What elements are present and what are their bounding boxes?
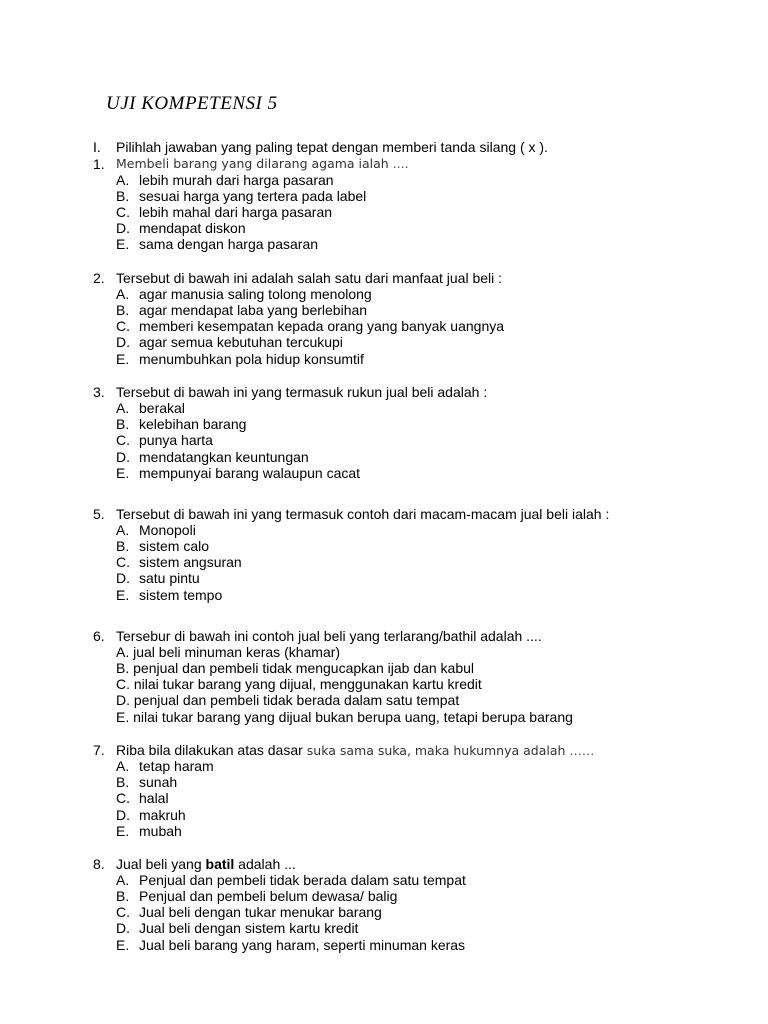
option-text: makruh	[139, 807, 186, 823]
option-label: D.	[116, 807, 130, 823]
option-text: sesuai harga yang tertera pada label	[139, 188, 367, 204]
option-text: Penjual dan pembeli tidak berada dalam satu tempat	[139, 872, 466, 888]
question-text-before: Jual beli yang	[116, 856, 206, 872]
option-label: E.	[116, 465, 130, 481]
option-text: sama dengan harga pasaran	[139, 236, 319, 252]
question-text	[116, 856, 296, 872]
option-text: punya harta	[139, 432, 213, 448]
question-number: 6.	[93, 628, 105, 644]
option-text: menumbuhkan pola hidup konsumtif	[139, 351, 364, 367]
page-title: UJI KOMPETENSI 5	[106, 93, 278, 114]
option-text: mendatangkan keuntungan	[139, 449, 309, 465]
option-text: agar mendapat laba yang berlebihan	[139, 302, 368, 318]
option-label: E.	[116, 587, 130, 603]
option-text: Monopoli	[139, 522, 196, 538]
option-text: mubah	[139, 823, 182, 839]
option-text: agar manusia saling tolong menolong	[139, 286, 372, 302]
option-label: B.	[116, 188, 130, 204]
option-label: C.	[116, 318, 130, 334]
question-number: 8.	[93, 856, 105, 872]
option-label: D.	[116, 220, 130, 236]
option-text: A. jual beli minuman keras (khamar)	[116, 644, 341, 660]
option-text: lebih mahal dari harga pasaran	[139, 204, 333, 220]
question-text-dots: ……	[565, 743, 595, 758]
option-label: C.	[116, 432, 130, 448]
option-text: D. penjual dan pembeli tidak berada dalam satu tempat	[116, 692, 460, 708]
option-label: B.	[116, 888, 130, 904]
option-label: E.	[116, 236, 130, 252]
option-label: A.	[116, 172, 130, 188]
option-text: Jual beli dengan tukar menukar barang	[139, 904, 382, 920]
question-text-bold: batil	[205, 856, 235, 872]
option-label: C.	[116, 554, 130, 570]
option-label: B.	[116, 416, 130, 432]
option-text: halal	[139, 790, 169, 806]
question-number: 5.	[93, 506, 105, 522]
option-text: sistem calo	[139, 538, 210, 554]
question-text-main: Membeli barang yang dilarang agama ialah	[116, 156, 389, 171]
option-label: D.	[116, 570, 130, 586]
option-text: C. nilai tukar barang yang dijual, menggunakan kartu kredit	[116, 676, 482, 692]
question-number: 3.	[93, 384, 105, 400]
option-text: tetap haram	[139, 758, 214, 774]
instruction-number: I.	[93, 139, 101, 155]
option-text: satu pintu	[139, 570, 200, 586]
question-text: Tersebut di bawah ini yang termasuk contoh dari macam-macam jual beli ialah :	[116, 506, 610, 522]
option-label: C.	[116, 904, 130, 920]
option-text: Jual beli barang yang haram, seperti minuman keras	[139, 937, 466, 953]
question-text-after: adalah ...	[234, 856, 296, 872]
option-label: B.	[116, 774, 130, 790]
question-text	[116, 156, 409, 172]
option-label: E.	[116, 351, 130, 367]
option-label: A.	[116, 872, 130, 888]
option-text: sunah	[139, 774, 178, 790]
option-text: memberi kesempatan kepada orang yang banyak uangnya	[139, 318, 505, 334]
option-label: A.	[116, 522, 130, 538]
option-text: E. nilai tukar barang yang dijual bukan berupa uang, tetapi berupa barang	[116, 709, 573, 725]
option-text: B. penjual dan pembeli tidak mengucapkan ijab dan kabul	[116, 660, 475, 676]
question-text-main: Riba bila dilakukan atas dasar	[116, 742, 303, 758]
option-label: E.	[116, 937, 130, 953]
option-text: lebih murah dari harga pasaran	[139, 172, 334, 188]
question-number: 7.	[93, 742, 105, 758]
question-text: Tersebur di bawah ini contoh jual beli yang terlarang/bathil adalah ....	[116, 628, 542, 644]
instruction-text: Pilihlah jawaban yang paling tepat dengan memberi tanda silang ( x ).	[116, 139, 548, 155]
question-text: Tersebut di bawah ini yang termasuk rukun jual beli adalah :	[116, 384, 488, 400]
option-text: mempunyai barang walaupun cacat	[139, 465, 361, 481]
option-label: D.	[116, 449, 130, 465]
question-number: 1.	[93, 156, 105, 172]
question-text-dots: ....	[388, 156, 409, 171]
option-text: kelebihan barang	[139, 416, 247, 432]
option-text: berakal	[139, 400, 185, 416]
option-text: Jual beli dengan sistem kartu kredit	[139, 920, 359, 936]
option-text: agar semua kebutuhan tercukupi	[139, 334, 343, 350]
option-label: B.	[116, 538, 130, 554]
option-label: A.	[116, 400, 130, 416]
option-text: sistem tempo	[139, 587, 223, 603]
option-label: D.	[116, 920, 130, 936]
option-label: D.	[116, 334, 130, 350]
question-text-light: suka sama suka, maka hukumnya adalah	[302, 743, 566, 758]
option-label: B.	[116, 302, 130, 318]
option-text: sistem angsuran	[139, 554, 242, 570]
option-label: A.	[116, 286, 130, 302]
option-label: C.	[116, 790, 130, 806]
option-label: A.	[116, 758, 130, 774]
question-number: 2.	[93, 270, 105, 286]
option-label: C.	[116, 204, 130, 220]
option-text: mendapat diskon	[139, 220, 246, 236]
question-text: Tersebut di bawah ini adalah salah satu dari manfaat jual beli :	[116, 270, 503, 286]
option-text: Penjual dan pembeli belum dewasa/ balig	[139, 888, 398, 904]
question-text	[116, 742, 594, 759]
option-label: E.	[116, 823, 130, 839]
